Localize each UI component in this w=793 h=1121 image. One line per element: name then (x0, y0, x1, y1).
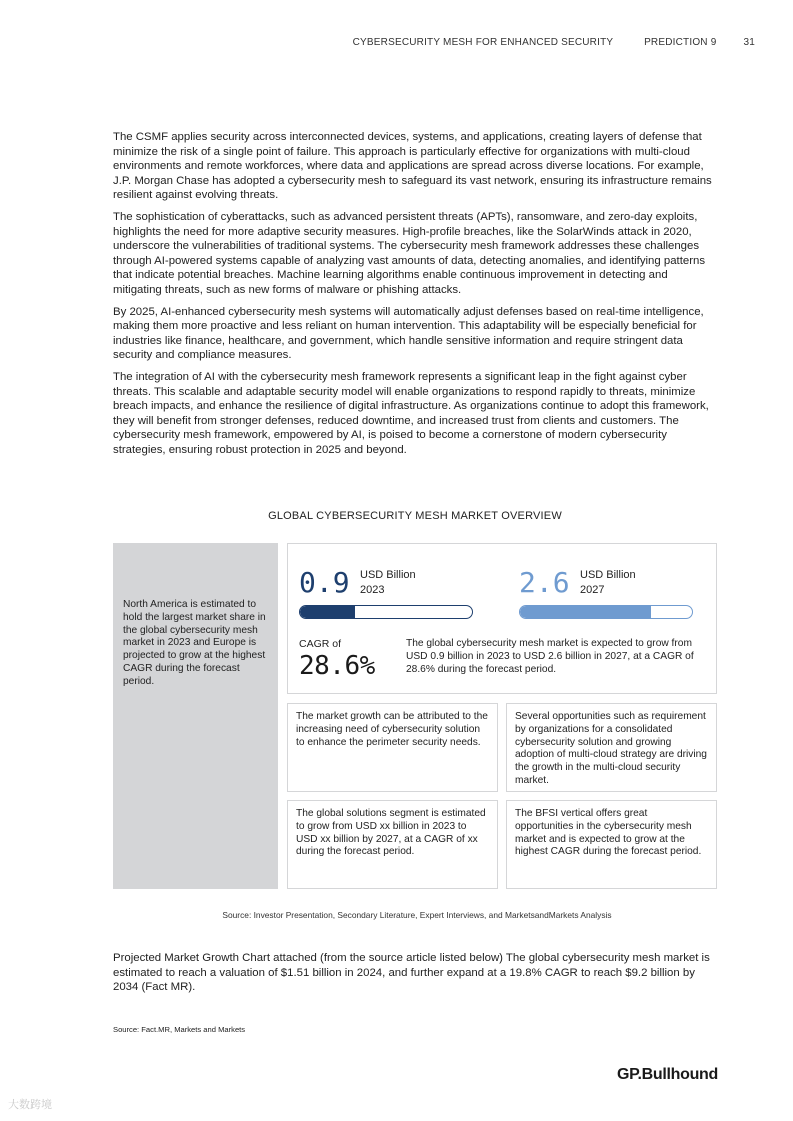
company-logo: GP.Bullhound (617, 1066, 718, 1083)
infographic-source: Source: Investor Presentation, Secondary Literature, Expert Interviews, and MarketsandMarkets Analysis (222, 910, 612, 920)
value-2027: 2.6 (519, 566, 570, 599)
insight-text: The global solutions segment is estimated to grow from USD xx billion in 2023 to USD xx billion by 2027, at a CAGR of xx during the forecast period. (296, 808, 486, 858)
page-header (325, 37, 755, 48)
value-2023: 0.9 (299, 566, 350, 599)
paragraph: The CSMF applies security across interconnected devices, systems, and applications, creating layers of defense that minimize the risk of a single point of failure. This approach is particularly effective for organizations with multi-cloud environments and remote workforces, where data and applications are spread across diverse locations. For example, J.P. Morgan Chase has adopted a cybersecurity mesh to safeguard its vast network, ensuring its infrastructure remains resilient against evolving threats. (113, 131, 712, 201)
footer-source: Source: Fact.MR, Markets and Markets (113, 1025, 246, 1034)
infographic-title: GLOBAL CYBERSECURITY MESH MARKET OVERVIEW (268, 510, 562, 522)
cagr-label: CAGR of (299, 638, 342, 650)
paragraph: The sophistication of cyberattacks, such as advanced persistent threats (APTs), ransomware, and zero-day exploits, highlights the need for more adaptive security measures. High-profile breaches, like the SolarWinds attack in 2020, underscore the vulnerabilities of traditional systems. The cybersecurity mesh framework addresses these challenges through AI-powered systems capable of analyzing vast amounts of data, detecting anomalies, and identifying patterns that indicate potential breaches. Machine learning algorithms enable continuous improvement in detecting and mitigating threats, such as new forms of malware or phishing attacks. (113, 211, 706, 296)
insight-card (287, 703, 498, 792)
progress-bar-2023 (299, 605, 473, 619)
year-2027: 2027 (580, 584, 605, 596)
insight-card (506, 800, 717, 889)
market-share-panel (113, 543, 278, 889)
section-title: CYBERSECURITY MESH FOR ENHANCED SECURITY (352, 37, 614, 48)
projected-growth-text: Projected Market Growth Chart attached (from the source article listed below) The global cybersecurity mesh market is estimated to reach a valuation of $1.51 billion in 2024, and further expand at a 19.8% CAGR to reach $9.2 billion by 2034 (Fact MR). (113, 952, 710, 993)
body-text (113, 130, 713, 465)
insight-text: The market growth can be attributed to the increasing need of cybersecurity solution to enhance the perimeter security needs. (296, 711, 488, 748)
unit-2027: USD Billion (580, 569, 636, 581)
insight-card (506, 703, 717, 792)
prediction-label: PREDICTION 9 (644, 37, 717, 48)
insight-text: The BFSI vertical offers great opportunities in the cybersecurity mesh market and is expected to grow at the highest CAGR during the forecast period. (515, 808, 702, 858)
page-number: 31 (743, 37, 755, 48)
year-2023: 2023 (360, 584, 385, 596)
cagr-value: 28.6% (299, 651, 375, 681)
progress-fill-2023 (300, 606, 355, 618)
cagr-description: The global cybersecurity mesh market is expected to grow from USD 0.9 billion in 2023 to USD 2.6 billion in 2027, at a CAGR of 28.6% during the forecast period. (406, 638, 694, 675)
progress-bar-2027 (519, 605, 693, 619)
insight-card (287, 800, 498, 889)
unit-2023: USD Billion (360, 569, 416, 581)
progress-fill-2027 (520, 606, 651, 618)
paragraph: The integration of AI with the cybersecurity mesh framework represents a significant leap in the fight against cyber threats. This scalable and adaptable security model will enable organizations to respond rapidly to threats, minimize breach impacts, and enhance the resilience of digital infrastructure. As organizations continue to adopt this framework, they will benefit from stronger defenses, reduced downtime, and increased trust from clients and customers. The cybersecurity mesh framework, empowered by AI, is poised to become a cornerstone of modern cybersecurity strategies, ensuring robust protection in 2025 and beyond. (113, 371, 709, 456)
watermark: 大数跨境 (8, 1099, 52, 1111)
paragraph: By 2025, AI-enhanced cybersecurity mesh systems will automatically adjust defenses based on real-time intelligence, making them more proactive and less reliant on human intervention. This adaptability will be especially beneficial for industries like finance, healthcare, and government, which handle sensitive information and require stringent data security and compliance measures. (113, 305, 704, 361)
market-share-text: North America is estimated to hold the largest market share in the global cybersecurity mesh market in 2023 and Europe is projected to grow at the highest CAGR during the forecast period. (123, 599, 266, 687)
insight-text: Several opportunities such as requirement by organizations for a consolidated cybersecurity solution and growing adoption of multi-cloud strategy are driving the growth in the multi-cloud security market. (515, 711, 707, 786)
